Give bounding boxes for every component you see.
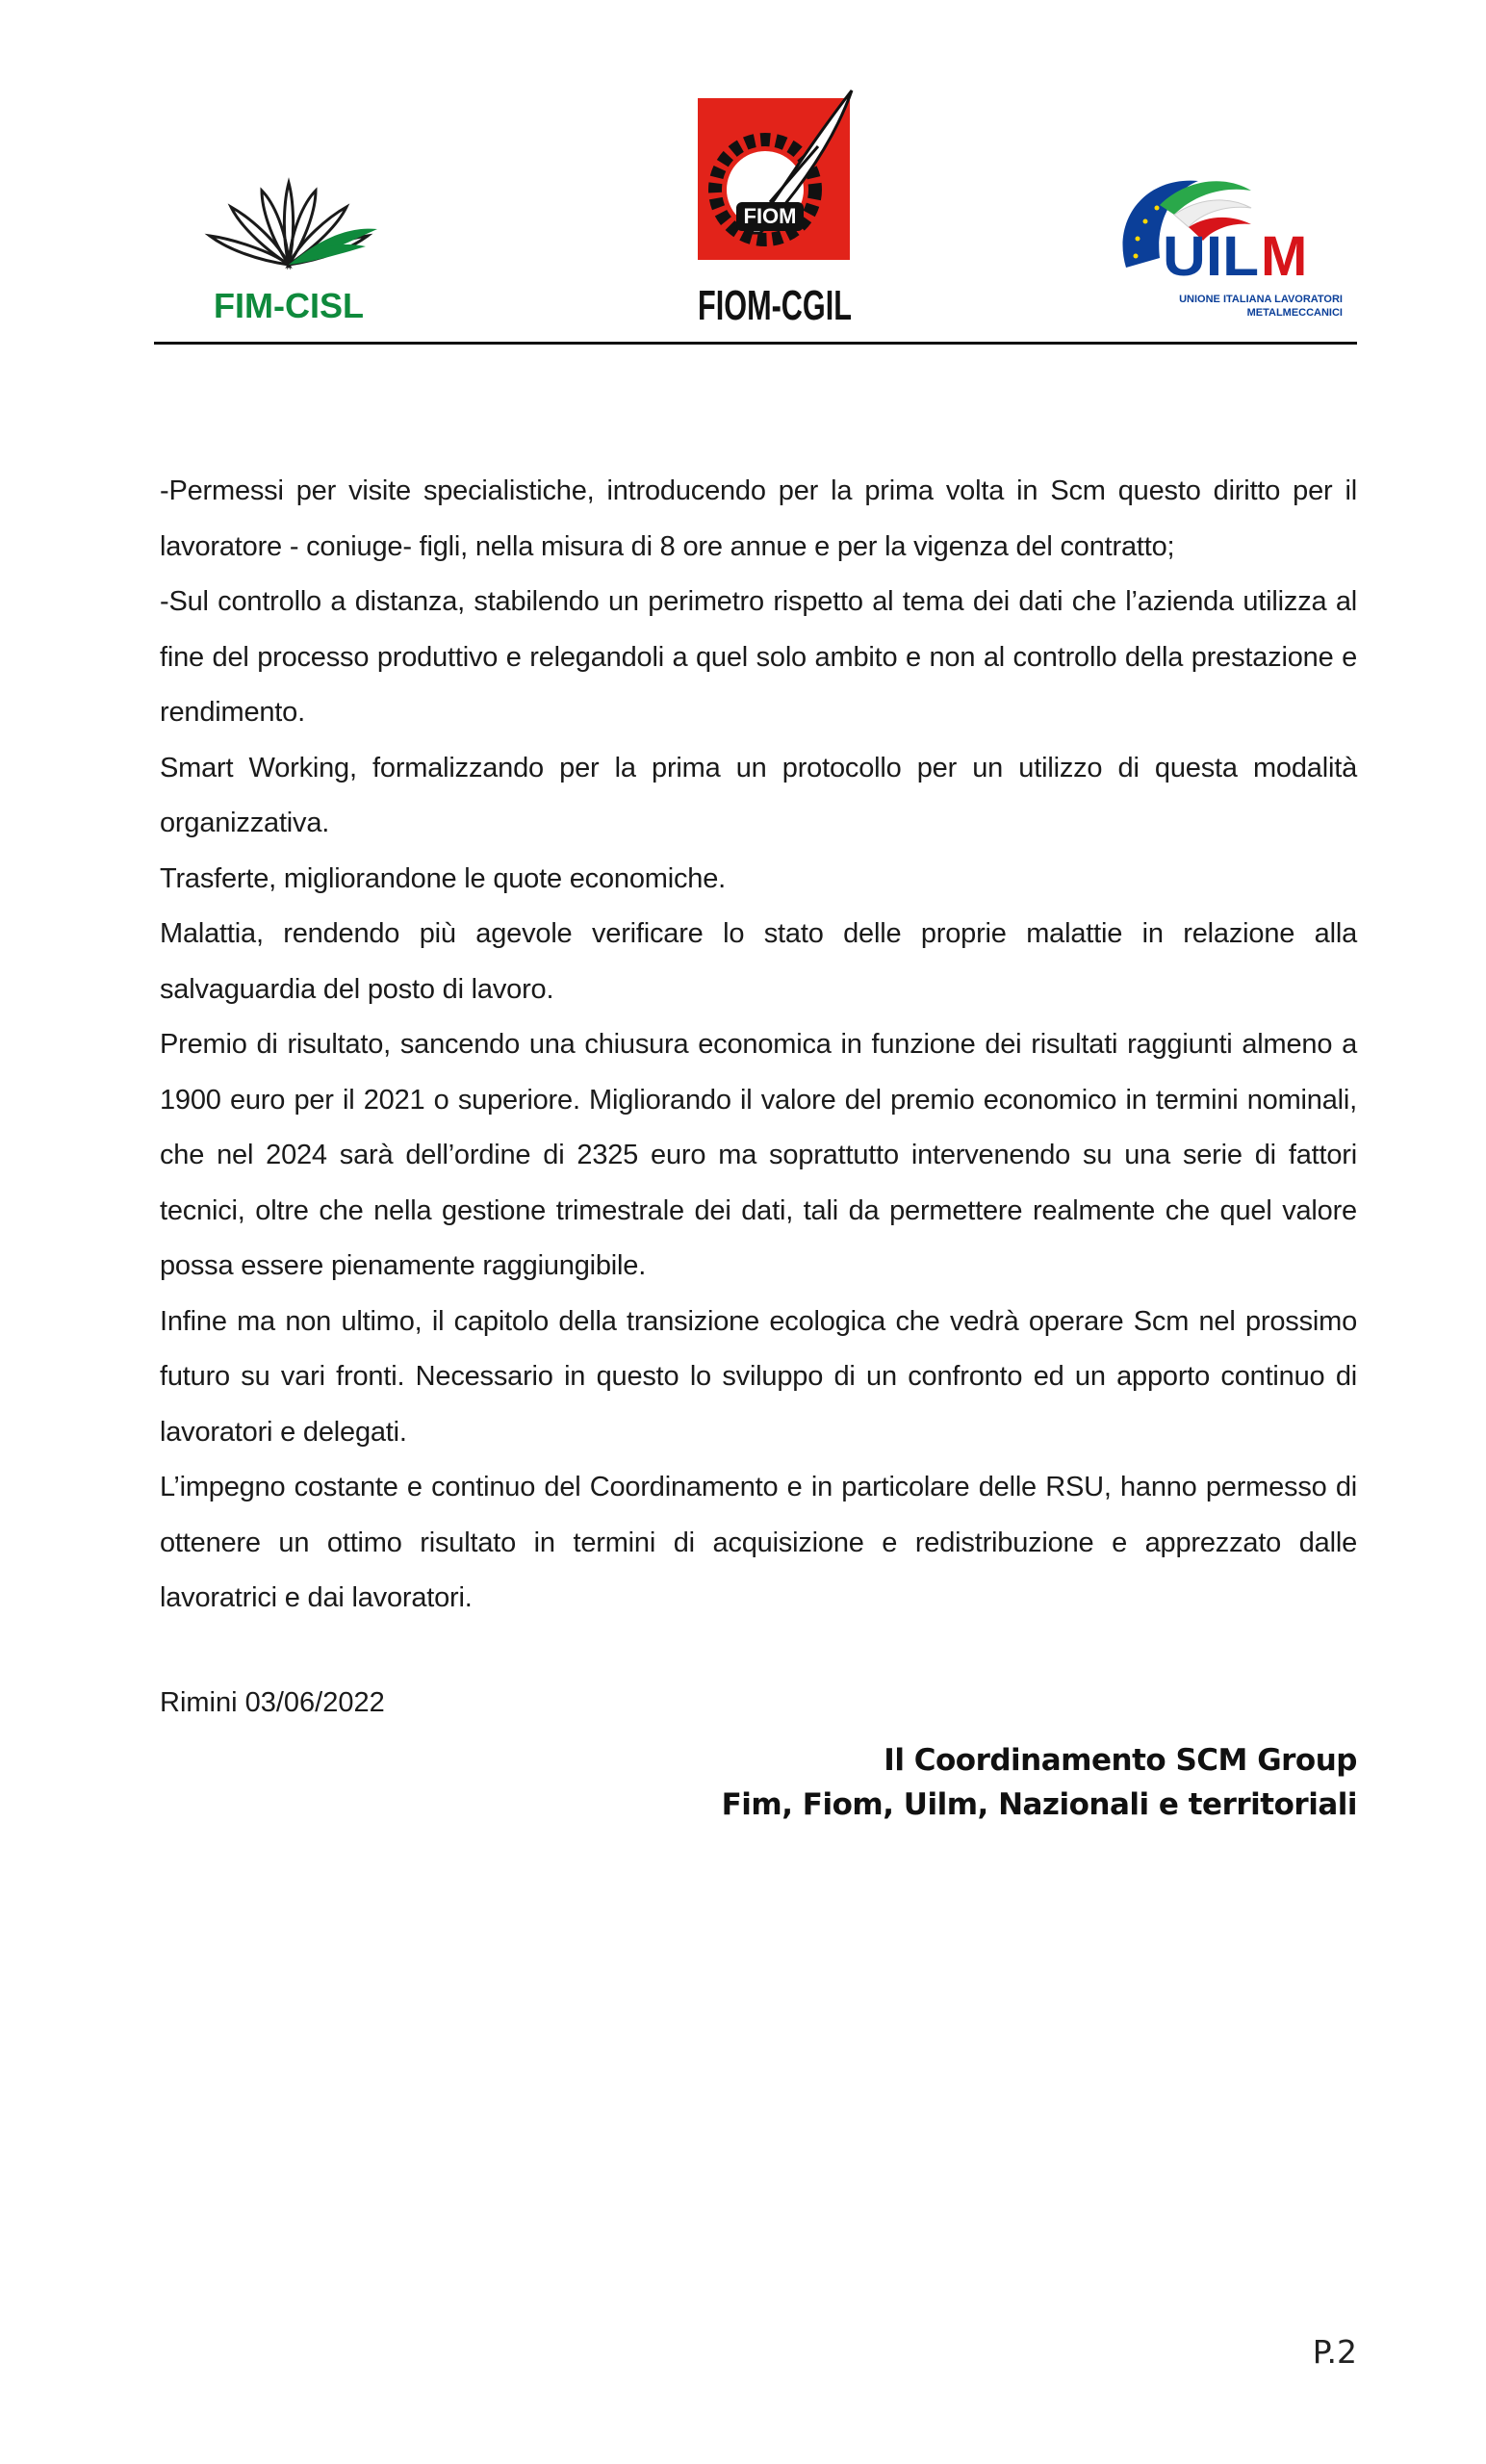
signature-line-1: Il Coordinamento SCM Group [884, 1743, 1357, 1778]
page-number: P.2 [1312, 2333, 1357, 2371]
letter-body [160, 464, 1357, 1627]
uilm-subtitle-line1: UNIONE ITALIANA LAVORATORI [1179, 294, 1343, 305]
paragraph: Infine ma non ultimo, il capitolo della transizione ecologica che vedrà operare Scm nel prossimo futuro su vari fronti. Necessario in questo lo sviluppo di un confronto ed un apporto continuo di lavoratori e delegati. [160, 1305, 1357, 1448]
svg-text:M: M [1261, 225, 1308, 288]
fiom-cgil-logo [693, 89, 857, 329]
paragraph: Smart Working, formalizzando per la prima un protocollo per un utilizzo di questa modalità organizzativa. [160, 752, 1357, 838]
fim-cisl-wordmark: FIM-CISL [214, 286, 364, 325]
uilm-logo [1107, 162, 1347, 325]
paragraph: Malattia, rendendo più agevole verificare lo stato delle proprie malattie in relazione alla salvaguardia del posto di lavoro. [160, 918, 1357, 1005]
letterhead [0, 0, 1486, 356]
fim-cisl-logo [192, 173, 385, 327]
fiom-emblem-text: FIOM [743, 204, 797, 228]
uilm-subtitle-line2: METALMECCANICI [1246, 307, 1343, 319]
paragraph: L’impegno costante e continuo del Coordinamento e in particolare delle RSU, hanno permesso di ottenere un ottimo risultato in termini di acquisizione e redistribuzione e apprezzato dalle lavoratrici e dai lavoratori. [160, 1472, 1357, 1613]
signature-line-2: Fim, Fiom, Uilm, Nazionali e territoriali [721, 1787, 1357, 1822]
signature-block [722, 1738, 1357, 1827]
header-divider [154, 342, 1357, 345]
paragraph: -Sul controllo a distanza, stabilendo un perimetro rispetto al tema dei dati che l’azienda utilizza al fine del processo produttivo e relegandoli a quel solo ambito e non al controllo della prestazione e rendimento. [160, 586, 1357, 728]
svg-text:UIL: UIL [1163, 225, 1259, 288]
date-line: Rimini 03/06/2022 [160, 1687, 385, 1718]
paragraph: Trasferte, migliorandone le quote economiche. [160, 862, 726, 894]
paragraph: -Permessi per visite specialistiche, introducendo per la prima volta in Scm questo diritto per il lavoratore - coniuge- figli, nella misura di 8 ore annue e per la vigenza del contratto; [160, 475, 1357, 562]
fiom-cgil-wordmark: FIOM-CGIL [698, 282, 852, 329]
paragraph: Premio di risultato, sancendo una chiusura economica in funzione dei risultati raggiunti almeno a 1900 euro per il 2021 o superiore. Migliorando il valore del premio economico in termini nominali, che nel 2024 sarà dell’ordine di 2325 euro ma soprattutto intervenendo su una serie di fattori tecnici, oltre che nella gestione trimestrale dei dati, tali da permettere realmente che quel valore possa essere pienamente raggiungibile. [160, 1029, 1357, 1281]
